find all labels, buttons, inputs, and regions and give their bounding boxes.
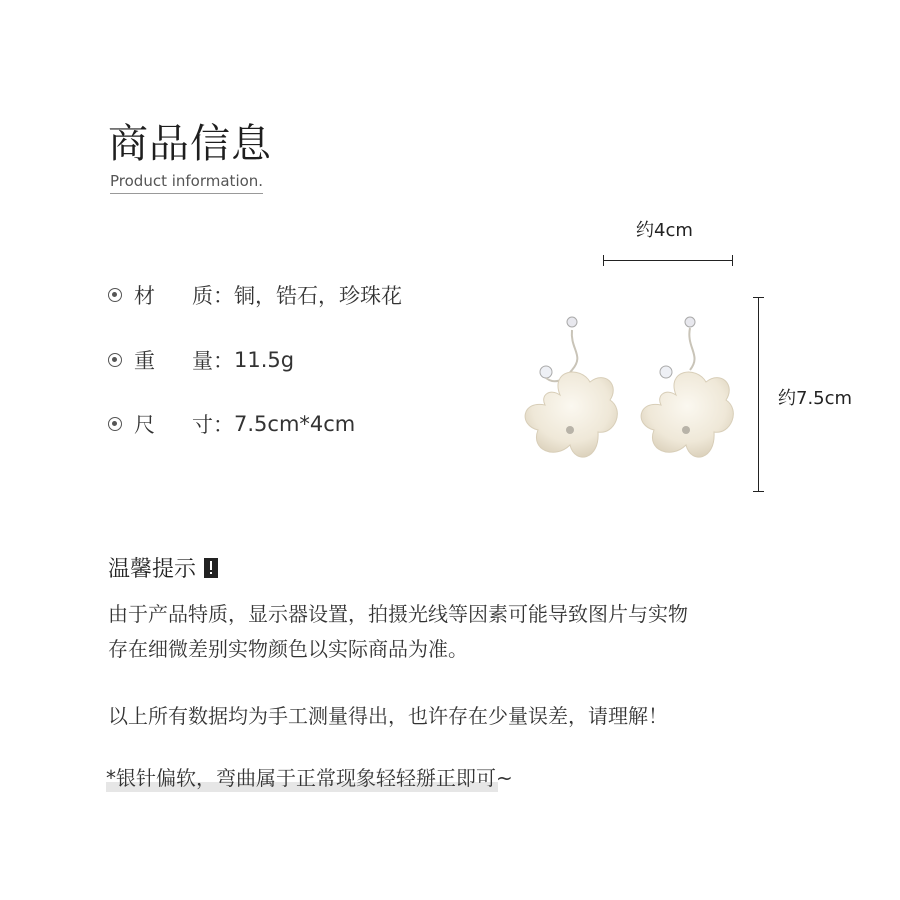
height-label: 约7.5cm xyxy=(778,388,853,409)
page-title: 商品信息 xyxy=(108,121,272,167)
notice-title xyxy=(108,552,218,583)
spec-value: 铜，锆石，珍珠花 xyxy=(234,284,402,308)
notice-title-text: 温馨提示 xyxy=(108,557,197,582)
spec-row-material xyxy=(108,280,402,310)
exclamation-icon xyxy=(204,558,218,578)
spec-key: 质： xyxy=(192,284,234,308)
notice-line-3: 以上所有数据均为手工测量得出，也许存在少量误差，请理解！ xyxy=(108,704,668,728)
bullet-icon xyxy=(108,417,122,431)
notice-line-1: 由于产品特质，显示器设置，拍摄光线等因素可能导致图片与实物 xyxy=(108,602,688,626)
notice-line-2: 存在细微差别实物颜色以实际商品为准。 xyxy=(108,637,468,661)
spec-key: 材 xyxy=(134,284,155,308)
bullet-icon xyxy=(108,353,122,367)
right-earring xyxy=(641,317,733,457)
left-earring xyxy=(525,317,617,457)
bullet-icon xyxy=(108,288,122,302)
spec-key: 寸： xyxy=(192,413,234,437)
spec-key: 量： xyxy=(192,349,234,373)
spec-key: 尺 xyxy=(134,413,155,437)
width-dimension-line xyxy=(603,260,733,261)
spec-value: 7.5cm*4cm xyxy=(234,412,356,436)
spec-key: 重 xyxy=(134,349,155,373)
spec-row-weight xyxy=(108,345,294,375)
spec-row-size xyxy=(108,409,355,439)
page-subtitle: Product information. xyxy=(110,172,263,194)
spec-value: 11.5g xyxy=(234,348,295,372)
footnote-text: *银针偏软，弯曲属于正常现象轻轻掰正即可~ xyxy=(106,766,513,790)
earrings-image xyxy=(510,300,750,490)
width-label: 约4cm xyxy=(636,220,693,241)
height-dimension-line xyxy=(758,297,759,492)
footnote xyxy=(106,762,513,791)
